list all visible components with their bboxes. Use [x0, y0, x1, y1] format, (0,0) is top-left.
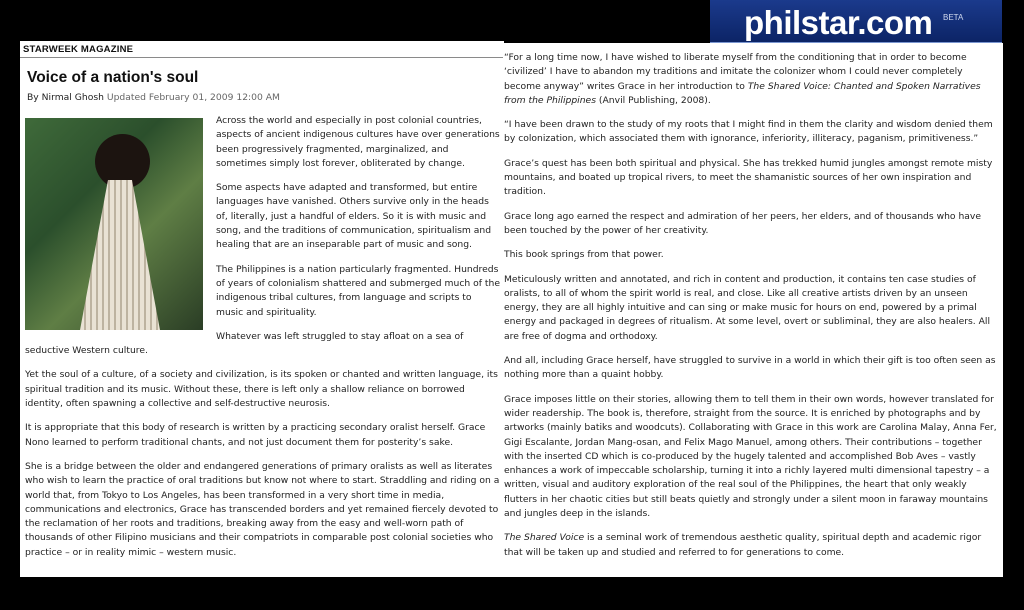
- right-paragraph: Meticulously written and annotated, and rich in content and production, it contains ten case studies of oralists, to all of whom the spirit world is real, and close. Like all creative artists driven by an unseen energy, they are all highly intuitive and can sing or make music for hours on end, powered by a primal energy and packaged in degrees of ritualism. At some level, overt or subliminal, they are also healers. All are free of dogma and orthodoxy.: [504, 273, 991, 342]
- byline: [27, 92, 504, 103]
- photo-figure-dress: [80, 180, 160, 330]
- left-paragraph: She is a bridge between the older and endangered generations of primary oralists as well as literates who wish to learn the practice of oral traditions but know not where to start. Straddling and riding on a world that, from Tokyo to Los Angeles, has been transformed in a very short time in media, communications and electronics, Grace has transcended borders and yet remained fiercely devoted to the reclamation of her roots and traditions, breaking away from the easy and well-worn path of thousands of other Filipino musicians and their compatriots in comparable post colonial societies who practice – or in reality mimic – western music.: [25, 460, 500, 558]
- left-paragraph: Whatever was left struggled to stay afloat on a sea of seductive Western culture.: [25, 330, 464, 357]
- byline-author: By Nirmal Ghosh: [27, 92, 104, 103]
- beta-badge: BETA: [943, 13, 964, 22]
- article-photo: [25, 118, 203, 330]
- closing-text: is a seminal work of tremendous aesthetic quality, spiritual depth and academic rigor that will be taken up and studied and referred to for generations to come.: [504, 532, 982, 558]
- section-label[interactable]: STARWEEK MAGAZINE: [20, 41, 504, 58]
- left-paragraph: Yet the soul of a culture, of a society and civilization, is its spoken or chanted and written language, its spiritual tradition and its music. Without these, there is left only a shallow reliance on borrowed identity, often spawning a collective and self-destructive neurosis.: [25, 369, 498, 410]
- right-paragraph: This book springs from that power.: [504, 249, 664, 261]
- quote-intro: “For a long time now, I have wished to liberate myself from the conditioning that in order to become ‘civilized’ I have to abandon my traditions and imitate the colonizer whom I could never completely become anyway” writes Grace in her introduction to: [504, 52, 967, 92]
- book-title: The Shared Voice: [504, 532, 585, 544]
- byline-date: Updated February 01, 2009 12:00 AM: [106, 92, 280, 103]
- right-paragraph: “I have been drawn to the study of my roots that I might find in them the clarity and wisdom denied them by colonization, which associated them with ignorance, inferiority, illiteracy, paganism, primitiveness.”: [504, 119, 993, 145]
- right-paragraph: [503, 51, 1003, 108]
- left-paragraph: Across the world and especially in post colonial countries, aspects of ancient indigenous cultures have over generations been progressively fragmented, marginalized, and sometimes simply lost forever, obliterated by change.: [216, 115, 500, 169]
- right-paragraph: Grace long ago earned the respect and admiration of her peers, her elders, and of thousands who have been touched by the power of her creativity.: [504, 210, 982, 236]
- philstar-banner[interactable]: [710, 0, 1002, 44]
- left-paragraph: Some aspects have adapted and transformed, but entire languages have vanished. Others survive only in the heads of, literally, just a handful of elders. So it is with music and song, and the traditions of communication, spiritualism and healing that are an inseparable part of music and song.: [216, 182, 492, 251]
- philstar-logo[interactable]: philstar.com: [744, 4, 933, 41]
- right-paragraph: [503, 531, 1003, 560]
- right-paragraph: And all, including Grace herself, have struggled to survive in a world in which their gift is too often seen as nothing more than a quaint hobby.: [504, 355, 996, 381]
- left-paragraph: It is appropriate that this body of research is written by a practicing secondary oralist herself. Grace Nono learned to perform traditional chants, and not just document them for posterity’s sake.: [25, 422, 486, 448]
- left-paragraph: The Philippines is a nation particularly fragmented. Hundreds of years of colonialism shattered and submerged much of the indigenous tribal cultures, from language and scripts to music and spirituality.: [216, 263, 500, 318]
- right-paragraph: Grace’s quest has been both spiritual and physical. She has trekked humid jungles amongst remote misty mountains, and boated up tropical rivers, to meet the shamanistic sources of her own inspiration and tradition.: [504, 157, 993, 198]
- book-title: The Shared Voice: Chanted and Spoken Narratives from the Philippines: [504, 80, 981, 106]
- article-right-column: [503, 43, 1003, 577]
- article-headline: Voice of a nation's soul: [27, 69, 199, 86]
- publisher-note: (Anvil Publishing, 2008).: [596, 94, 711, 106]
- right-paragraph: Grace imposes little on their stories, allowing them to tell them in their own words, however translated for wider readership. The book is, therefore, straight from the source. It is enriched by photographs and by artworks (mainly batiks and woodcuts). Collaborating with Grace in this work are Carolina Malay, Anna Fer, Gigi Escalante, Jordan Mang-osan, and Felix Mago Manuel, among others. Their contributions – together with the inserted CD which is co-produced by the hugely talented and accomplished Bob Aves – vastly enhances a work of impeccable scholarship, turning it into a richly layered multi dimensional tapestry – a written, visual and auditory exploration of the real soul of the Philippines, the heart that only weakly flutters in her chaotic cities but still beats quietly and strongly under a silent moon in faraway mountains and jungles deep in the islands.: [504, 393, 997, 520]
- article-left-column: [20, 41, 504, 577]
